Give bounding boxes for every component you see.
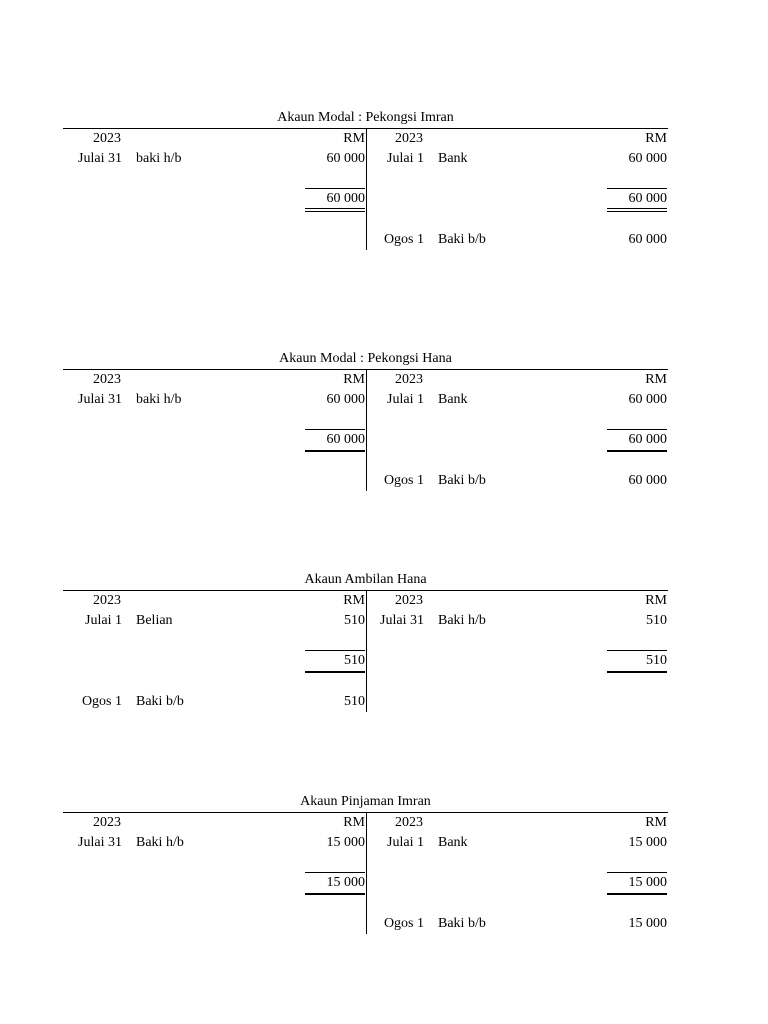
ledger-account-ambilan-hana: [63, 572, 668, 721]
credit-year: 2023: [395, 372, 423, 387]
debit-total: 60 000: [326, 432, 365, 447]
debit-row-amount: 510: [344, 613, 365, 628]
credit-total-rule-second: [607, 211, 667, 212]
debit-total-rule: [305, 450, 365, 452]
credit-row-date: Julai 1: [387, 392, 424, 407]
credit-year: 2023: [395, 593, 423, 608]
credit-year: 2023: [395, 131, 423, 146]
debit-row-date: Julai 31: [78, 392, 122, 407]
debit-year: 2023: [93, 593, 121, 608]
account-title: Akaun Modal : Pekongsi Imran: [277, 110, 454, 125]
debit-total: 510: [344, 653, 365, 668]
debit-row-description: Baki h/b: [136, 835, 184, 850]
credit-currency-label: RM: [645, 593, 667, 608]
credit-balance-description: Baki b/b: [438, 232, 486, 247]
account-title: Akaun Ambilan Hana: [304, 572, 427, 587]
credit-row-date: Julai 31: [380, 613, 424, 628]
debit-balance-amount: 510: [344, 694, 365, 709]
credit-currency-label: RM: [645, 815, 667, 830]
credit-year: 2023: [395, 815, 423, 830]
credit-currency-label: RM: [645, 131, 667, 146]
credit-balance-date: Ogos 1: [383, 916, 424, 931]
credit-row-amount: 60 000: [628, 392, 667, 407]
debit-row-description: Belian: [136, 613, 173, 628]
credit-balance-description: Baki b/b: [438, 473, 486, 488]
credit-balance-date: Ogos 1: [383, 232, 424, 247]
credit-balance-amount: 15 000: [628, 916, 667, 931]
debit-total: 60 000: [326, 191, 365, 206]
credit-row-amount: 510: [646, 613, 667, 628]
credit-total-rule: [607, 671, 667, 673]
credit-row-description: Baki h/b: [438, 613, 486, 628]
debit-row-date: Julai 31: [78, 151, 122, 166]
credit-balance-amount: 60 000: [628, 473, 667, 488]
debit-total-rule: [305, 208, 365, 209]
credit-total: 60 000: [628, 191, 667, 206]
debit-currency-label: RM: [343, 372, 365, 387]
credit-row-description: Bank: [438, 835, 468, 850]
debit-balance-date: Ogos 1: [81, 694, 122, 709]
credit-row-date: Julai 1: [387, 835, 424, 850]
credit-row-description: Bank: [438, 151, 468, 166]
debit-subtotal-rule: [305, 188, 365, 189]
debit-row-date: Julai 1: [85, 613, 122, 628]
debit-year: 2023: [93, 815, 121, 830]
debit-currency-label: RM: [343, 131, 365, 146]
debit-year: 2023: [93, 372, 121, 387]
credit-subtotal-rule: [607, 872, 667, 873]
credit-total: 510: [646, 653, 667, 668]
debit-subtotal-rule: [305, 872, 365, 873]
ledger-account-modal-hana: [63, 351, 668, 500]
debit-total-rule: [305, 671, 365, 673]
credit-total: 60 000: [628, 432, 667, 447]
debit-row-description: baki h/b: [136, 392, 182, 407]
credit-balance-description: Baki b/b: [438, 916, 486, 931]
credit-balance-amount: 60 000: [628, 232, 667, 247]
credit-total-rule: [607, 450, 667, 452]
credit-total: 15 000: [628, 875, 667, 890]
credit-balance-date: Ogos 1: [383, 473, 424, 488]
debit-balance-description: Baki b/b: [136, 694, 184, 709]
account-center-rule: [366, 590, 367, 712]
debit-year: 2023: [93, 131, 121, 146]
credit-subtotal-rule: [607, 650, 667, 651]
credit-total-rule: [607, 893, 667, 895]
debit-row-amount: 15 000: [326, 835, 365, 850]
debit-total-rule: [305, 893, 365, 895]
debit-subtotal-rule: [305, 429, 365, 430]
debit-total: 15 000: [326, 875, 365, 890]
credit-row-date: Julai 1: [387, 151, 424, 166]
credit-row-amount: 60 000: [628, 151, 667, 166]
credit-subtotal-rule: [607, 188, 667, 189]
account-title: Akaun Modal : Pekongsi Hana: [279, 351, 452, 366]
debit-currency-label: RM: [343, 593, 365, 608]
debit-subtotal-rule: [305, 650, 365, 651]
debit-total-rule-second: [305, 211, 365, 212]
debit-row-amount: 60 000: [326, 151, 365, 166]
ledger-account-modal-imran: [63, 110, 668, 259]
credit-row-amount: 15 000: [628, 835, 667, 850]
debit-row-date: Julai 31: [78, 835, 122, 850]
credit-total-rule: [607, 208, 667, 209]
debit-row-description: baki h/b: [136, 151, 182, 166]
debit-currency-label: RM: [343, 815, 365, 830]
debit-row-amount: 60 000: [326, 392, 365, 407]
ledger-account-pinjaman-imran: [63, 794, 668, 943]
credit-subtotal-rule: [607, 429, 667, 430]
credit-row-description: Bank: [438, 392, 468, 407]
credit-currency-label: RM: [645, 372, 667, 387]
account-title: Akaun Pinjaman Imran: [300, 794, 431, 809]
